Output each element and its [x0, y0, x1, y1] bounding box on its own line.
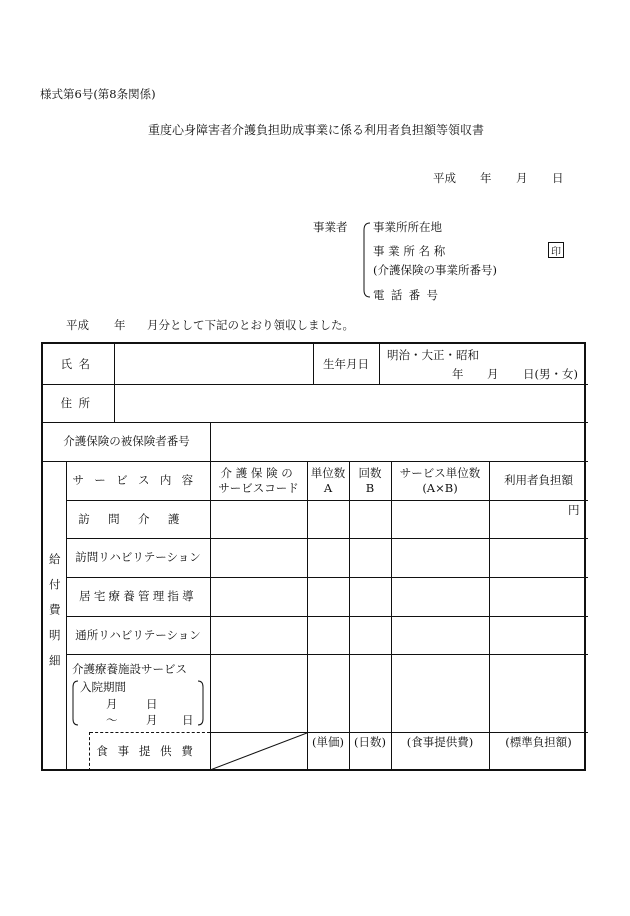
date-year-unit: 年: [480, 171, 492, 185]
issuer-address-label: 事業所所在地: [373, 220, 442, 234]
dob-year: 年: [452, 367, 464, 381]
meal-standard-burden: (標準負担額): [505, 734, 572, 749]
document-title: 重度心身障害者介護負担助成事業に係る利用者負担額等領収書: [148, 123, 485, 137]
header-user-burden: 利用者負担額: [504, 473, 573, 488]
stay-end-month: 月: [146, 713, 158, 727]
stay-tilde: 〜: [106, 713, 118, 727]
date-month-unit: 月: [516, 171, 528, 185]
date-era: 平成: [433, 171, 456, 185]
meal-cost: (食事提供費): [406, 734, 474, 749]
service-day-rehab: 通所リハビリテーション: [75, 627, 201, 642]
meal-unit-price: (単価): [312, 734, 344, 749]
address-label: 住所: [60, 395, 97, 410]
date-day-unit: 日: [552, 171, 564, 185]
seal-mark: 印: [548, 242, 564, 258]
header-service: サービス内容: [72, 473, 204, 488]
stay-start-day: 日: [146, 697, 158, 711]
issuer-insurer-number-label: (介護保険の事業所番号): [373, 263, 497, 277]
dob-month: 月: [487, 367, 499, 381]
dob-eras: 明治・大正・昭和: [387, 348, 479, 362]
stay-start-month: 月: [106, 697, 118, 711]
benefit-detail-label: 給付費明細: [47, 552, 62, 680]
meal-label: 食事提供費: [96, 744, 203, 759]
statement-era: 平成: [66, 318, 89, 332]
issuer-label: 事業者: [313, 220, 348, 234]
header-times: 回数 B: [358, 466, 382, 495]
header-service-code: 介護保険の サービスコード: [218, 466, 299, 495]
issuer-bracket: [362, 222, 372, 298]
service-facility: 介護療養施設サービス: [72, 662, 187, 676]
form-number: 様式第6号(第8条関係): [40, 87, 156, 101]
service-visit-care: 訪問介護: [78, 511, 198, 526]
header-units: 単位数 A: [310, 466, 346, 495]
stay-period-bracket-right: [197, 680, 205, 726]
insured-number-label: 介護保険の被保険者番号: [63, 434, 190, 449]
issuer-phone-label: 電話番号: [373, 288, 445, 302]
dob-label: 生年月日: [323, 356, 369, 371]
stay-end-day: 日: [182, 713, 194, 727]
header-total-units: サービス単位数 (A×B): [399, 466, 481, 495]
dob-day-gender: 日(男・女): [523, 367, 578, 381]
receipt-table: [41, 342, 586, 771]
name-label: 氏名: [60, 356, 97, 371]
service-visit-rehab: 訪問リハビリテーション: [75, 550, 201, 565]
statement-text: 月分として下記のとおり領収しました。: [147, 318, 354, 332]
meal-days: (日数): [354, 734, 386, 749]
stay-period-bracket-left: [71, 680, 79, 726]
statement-year-unit: 年: [114, 318, 126, 332]
issuer-name-label: 事業所名称: [373, 244, 449, 258]
currency-yen: 円: [568, 503, 580, 517]
service-home-care-mgmt: 居宅療養管理指導: [79, 589, 197, 604]
stay-period-label: 入院期間: [80, 680, 126, 694]
